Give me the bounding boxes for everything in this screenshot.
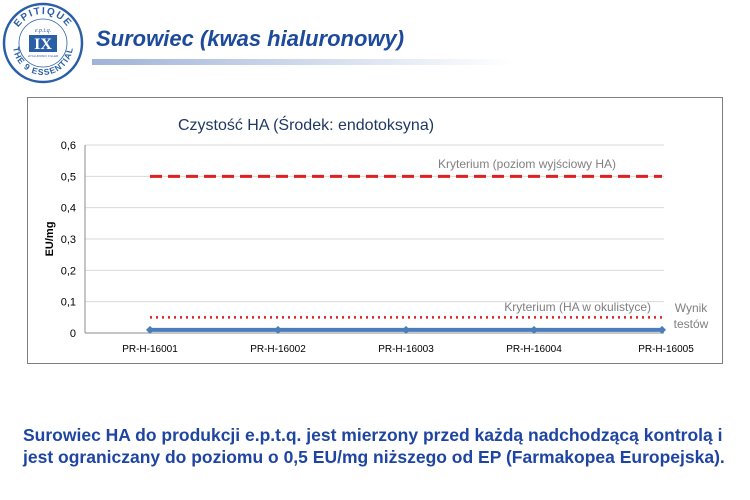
y-tick-label: 0: [69, 328, 76, 340]
x-tick-label: PR-H-16002: [250, 344, 306, 355]
y-tick-label: 0,6: [60, 140, 76, 152]
x-tick-label: PR-H-16004: [506, 344, 562, 355]
y-tick-label: 0,4: [60, 202, 76, 215]
y-tick-label: 0,1: [60, 296, 76, 309]
logo-center-text: IX: [34, 36, 52, 53]
logo-tiny-text: HYALURONIC FILLER: [27, 54, 59, 58]
chart-svg: [28, 98, 722, 363]
chart-container: [27, 97, 723, 364]
y-tick-label: 0,5: [60, 171, 76, 184]
series-label-test-results-line1: Wynik: [674, 301, 708, 315]
x-tick-label: PR-H-16003: [378, 344, 434, 355]
y-tick-label: 0,2: [60, 265, 76, 278]
x-tick-label: PR-H-16005: [638, 344, 694, 355]
logo-small-text: e.p.t.q.: [34, 28, 52, 34]
logo-top-text: EPITIQUE: [12, 5, 74, 30]
title-underline: [92, 57, 512, 67]
series-label-criterion-baseline: Kryterium (poziom wyjściowy HA): [438, 157, 617, 171]
series-label-test-results-line2: testów: [673, 317, 709, 331]
logo-bottom-text: THE 9 ESSENTIAL: [10, 45, 76, 78]
y-axis-label: EU/mg: [44, 221, 56, 257]
y-tick-label: 0,3: [60, 234, 76, 246]
brand-logo: [2, 2, 84, 84]
footer-text: Surowiec HA do produkcji e.p.t.q. jest mierzony przed każdą nadchodzącą kontrolą i jest ograniczany do poziomu o 0,5 EU/mg niższego od EP (Farmakopea Europejska).: [23, 425, 725, 467]
series-label-criterion-ophthalmology: Kryterium (HA w okulistyce): [504, 300, 651, 314]
x-tick-label: PR-H-16001: [122, 344, 178, 355]
page-title: Surowiec (kwas hialuronowy): [96, 26, 405, 51]
chart-title: Czystość HA (Środek: endotoksyna): [177, 117, 435, 134]
